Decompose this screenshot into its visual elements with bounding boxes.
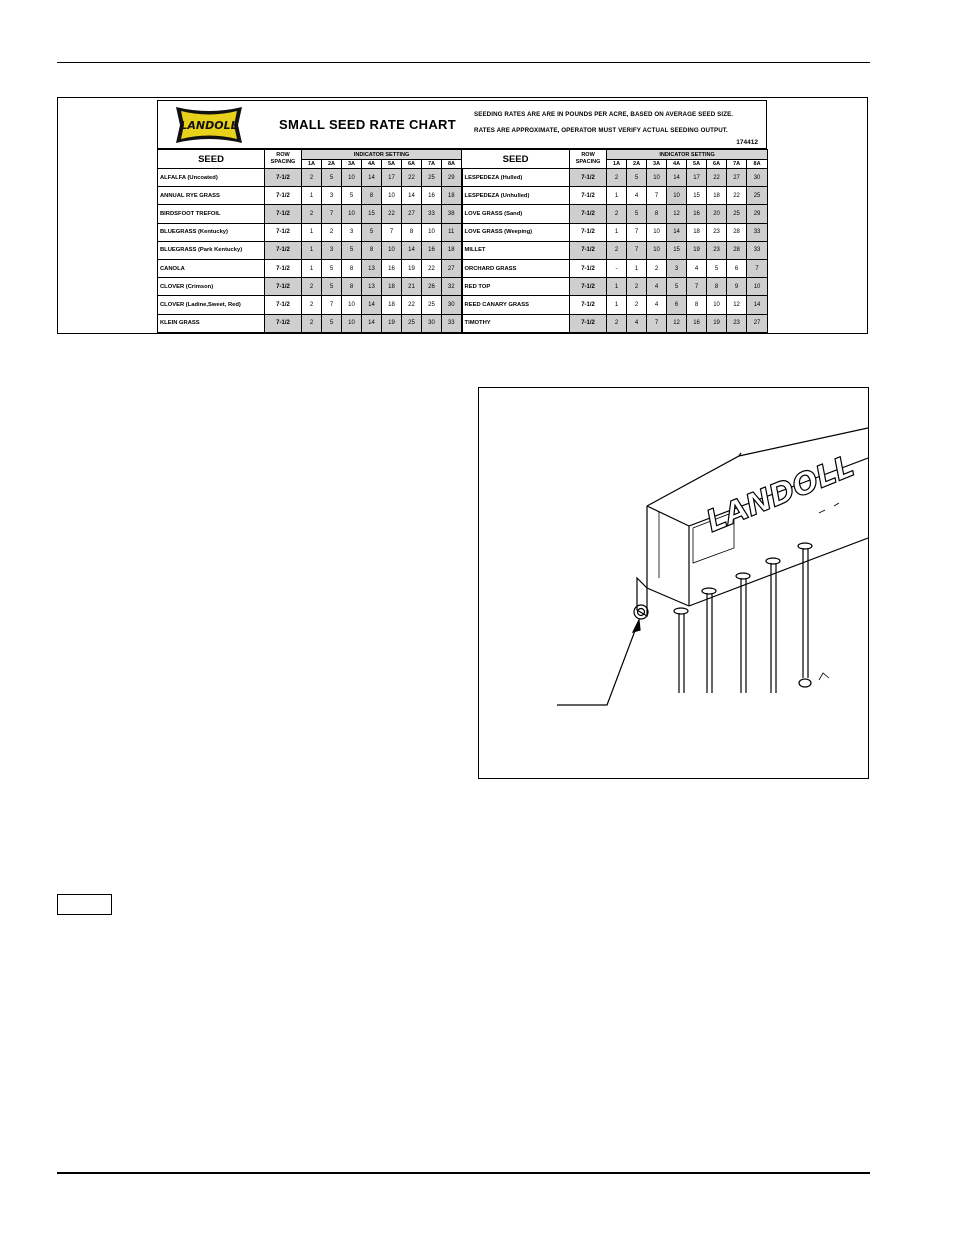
seed-rate-table	[157, 149, 768, 333]
rate-value: 14	[667, 223, 687, 241]
rate-value: 23	[707, 241, 727, 259]
indicator-setting-3a: 3A	[342, 160, 362, 169]
rate-value: 2	[322, 223, 342, 241]
rate-value: 16	[687, 205, 707, 223]
rate-value: 18	[442, 187, 462, 205]
rate-value: 38	[442, 205, 462, 223]
rate-value: 4	[687, 259, 707, 277]
row-spacing-value: 7-1/2	[265, 187, 302, 205]
row-spacing-value: 7-1/2	[570, 314, 607, 332]
rate-value: 5	[342, 187, 362, 205]
rate-value: 1	[302, 241, 322, 259]
rate-value: 18	[707, 187, 727, 205]
rate-value: 23	[707, 223, 727, 241]
rate-value: 2	[647, 259, 667, 277]
landoll-logo-icon	[174, 105, 244, 145]
rate-value: 14	[402, 187, 422, 205]
rate-value: 8	[647, 205, 667, 223]
rate-value: 25	[422, 169, 442, 187]
rate-value: 1	[607, 296, 627, 314]
rate-value: 2	[302, 278, 322, 296]
table-row	[158, 187, 768, 205]
rate-value: 16	[382, 259, 402, 277]
rate-value: 25	[402, 314, 422, 332]
table-row	[158, 314, 768, 332]
rate-value: 4	[647, 296, 667, 314]
rate-value: 27	[402, 205, 422, 223]
rate-value: 29	[442, 169, 462, 187]
row-spacing-value: 7-1/2	[265, 259, 302, 277]
rate-value: 18	[382, 278, 402, 296]
rate-value: 22	[402, 169, 422, 187]
rate-value: 1	[607, 187, 627, 205]
header-rule	[57, 62, 870, 63]
indicator-setting-7a: 7A	[727, 160, 747, 169]
rate-value: 7	[322, 205, 342, 223]
chart-title: SMALL SEED RATE CHART	[279, 117, 456, 132]
rate-value: 7	[322, 296, 342, 314]
row-spacing-value: 7-1/2	[570, 223, 607, 241]
row-spacing-header: ROW SPACING	[265, 150, 302, 169]
indicator-setting-7a: 7A	[422, 160, 442, 169]
indicator-setting-header: INDICATOR SETTING	[607, 150, 768, 160]
indicator-setting-6a: 6A	[707, 160, 727, 169]
rate-value: 7	[747, 259, 768, 277]
rate-value: 19	[707, 314, 727, 332]
row-spacing-value: 7-1/2	[265, 205, 302, 223]
rate-value: 8	[707, 278, 727, 296]
rate-value: 10	[647, 169, 667, 187]
rate-value: 23	[727, 314, 747, 332]
rate-value: 12	[727, 296, 747, 314]
seed-name: CANOLA	[158, 259, 265, 277]
rate-value: 2	[627, 278, 647, 296]
rate-value: 14	[362, 169, 382, 187]
rate-value: 5	[322, 259, 342, 277]
rate-value: 29	[747, 205, 768, 223]
footer-rule	[57, 1172, 870, 1174]
rate-value: 15	[687, 187, 707, 205]
seed-rate-chart	[157, 100, 767, 330]
table-row	[158, 296, 768, 314]
rate-value: 21	[402, 278, 422, 296]
row-spacing-value: 7-1/2	[265, 223, 302, 241]
seed-name: REED CANARY GRASS	[462, 296, 570, 314]
rate-value: 18	[442, 241, 462, 259]
rate-value: 7	[647, 314, 667, 332]
seed-name: KLEIN GRASS	[158, 314, 265, 332]
rate-value: 10	[382, 241, 402, 259]
rate-value: 1	[302, 187, 322, 205]
seed-name: ORCHARD GRASS	[462, 259, 570, 277]
rate-value: 20	[707, 205, 727, 223]
seed-name: CLOVER (Ladine,Sweet, Red)	[158, 296, 265, 314]
seeder-drawing	[479, 388, 868, 778]
rate-value: 7	[627, 223, 647, 241]
rate-value: 2	[302, 296, 322, 314]
rate-value: 18	[687, 223, 707, 241]
indicator-setting-2a: 2A	[322, 160, 342, 169]
rate-value: 33	[747, 241, 768, 259]
rate-value: 10	[382, 187, 402, 205]
rate-value: 2	[607, 205, 627, 223]
row-spacing-value: 7-1/2	[570, 241, 607, 259]
rate-value: 13	[362, 259, 382, 277]
table-row	[158, 205, 768, 223]
seed-name: LESPEDEZA (Unhulled)	[462, 187, 570, 205]
rate-value: -	[607, 259, 627, 277]
rate-value: 14	[362, 314, 382, 332]
chart-header	[157, 100, 767, 149]
rate-value: 10	[647, 223, 667, 241]
rate-value: 25	[727, 205, 747, 223]
rate-value: 17	[382, 169, 402, 187]
rate-value: 5	[322, 169, 342, 187]
table-row	[158, 278, 768, 296]
rate-value: 10	[707, 296, 727, 314]
row-spacing-value: 7-1/2	[265, 278, 302, 296]
row-spacing-value: 7-1/2	[570, 169, 607, 187]
row-spacing-header: ROW SPACING	[570, 150, 607, 169]
rate-value: 19	[402, 259, 422, 277]
rate-value: 17	[687, 169, 707, 187]
rate-value: 8	[362, 241, 382, 259]
rate-value: 11	[442, 223, 462, 241]
seeder-illustration	[478, 387, 869, 779]
rate-value: 28	[727, 223, 747, 241]
rate-value: 5	[707, 259, 727, 277]
rate-value: 33	[422, 205, 442, 223]
seed-name: ALFALFA (Uncoated)	[158, 169, 265, 187]
rate-value: 7	[382, 223, 402, 241]
rate-value: 5	[627, 169, 647, 187]
rate-value: 5	[322, 278, 342, 296]
indicator-setting-2a: 2A	[627, 160, 647, 169]
rate-value: 1	[302, 223, 322, 241]
rate-value: 1	[627, 259, 647, 277]
indicator-setting-8a: 8A	[442, 160, 462, 169]
rate-value: 30	[422, 314, 442, 332]
row-spacing-value: 7-1/2	[265, 296, 302, 314]
rate-value: 7	[627, 241, 647, 259]
rate-value: 27	[747, 314, 768, 332]
rate-value: 15	[362, 205, 382, 223]
rate-value: 22	[402, 296, 422, 314]
rate-value: 10	[342, 169, 362, 187]
seed-column-header: SEED	[462, 150, 570, 169]
rate-value: 3	[322, 241, 342, 259]
rate-value: 19	[687, 241, 707, 259]
rate-value: 10	[422, 223, 442, 241]
indicator-setting-5a: 5A	[382, 160, 402, 169]
rate-value: 3	[667, 259, 687, 277]
rate-value: 28	[727, 241, 747, 259]
rate-value: 16	[422, 187, 442, 205]
rate-value: 4	[627, 314, 647, 332]
seed-name: LOVE GRASS (Sand)	[462, 205, 570, 223]
rate-value: 8	[687, 296, 707, 314]
rate-value: 14	[402, 241, 422, 259]
rate-value: 14	[667, 169, 687, 187]
rate-value: 26	[422, 278, 442, 296]
brand-lettering: LANDOLL	[701, 448, 860, 540]
rate-value: 8	[342, 259, 362, 277]
rate-value: 22	[422, 259, 442, 277]
row-spacing-value: 7-1/2	[570, 259, 607, 277]
rate-value: 14	[362, 296, 382, 314]
rate-value: 10	[747, 278, 768, 296]
seed-name: BIRDSFOOT TREFOIL	[158, 205, 265, 223]
seed-column-header: SEED	[158, 150, 265, 169]
seed-name: CLOVER (Crimson)	[158, 278, 265, 296]
rate-value: 13	[362, 278, 382, 296]
seed-name: ANNUAL RYE GRASS	[158, 187, 265, 205]
note-label-box	[57, 894, 112, 915]
indicator-setting-4a: 4A	[362, 160, 382, 169]
rate-value: 2	[302, 314, 322, 332]
rate-value: 10	[647, 241, 667, 259]
rate-value: 1	[607, 278, 627, 296]
rate-value: 2	[607, 169, 627, 187]
rate-value: 3	[322, 187, 342, 205]
rate-value: 1	[607, 223, 627, 241]
rate-value: 1	[302, 259, 322, 277]
rate-value: 5	[362, 223, 382, 241]
rate-value: 12	[667, 205, 687, 223]
indicator-setting-6a: 6A	[402, 160, 422, 169]
chart-note-rates: SEEDING RATES ARE ARE IN POUNDS PER ACRE, BASED ON AVERAGE SEED SIZE.	[474, 111, 734, 118]
row-spacing-value: 7-1/2	[265, 314, 302, 332]
indicator-setting-3a: 3A	[647, 160, 667, 169]
rate-value: 18	[382, 296, 402, 314]
rate-value: 10	[342, 314, 362, 332]
rate-value: 5	[627, 205, 647, 223]
indicator-setting-5a: 5A	[687, 160, 707, 169]
rate-value: 2	[627, 296, 647, 314]
rate-value: 6	[727, 259, 747, 277]
seed-name: LOVE GRASS (Weeping)	[462, 223, 570, 241]
row-spacing-value: 7-1/2	[265, 169, 302, 187]
rate-value: 7	[647, 187, 667, 205]
table-row	[158, 223, 768, 241]
rate-value: 32	[442, 278, 462, 296]
rate-value: 8	[362, 187, 382, 205]
rate-value: 33	[747, 223, 768, 241]
seed-table-body	[158, 169, 768, 333]
rate-value: 5	[342, 241, 362, 259]
seed-name: BLUEGRASS (Kentucky)	[158, 223, 265, 241]
rate-value: 22	[707, 169, 727, 187]
rate-value: 22	[727, 187, 747, 205]
rate-value: 16	[687, 314, 707, 332]
rate-value: 8	[342, 278, 362, 296]
rate-value: 30	[442, 296, 462, 314]
indicator-setting-header: INDICATOR SETTING	[302, 150, 462, 160]
rate-value: 27	[442, 259, 462, 277]
rate-value: 4	[627, 187, 647, 205]
chart-note-approximate: RATES ARE APPROXIMATE, OPERATOR MUST VERIFY ACTUAL SEEDING OUTPUT.	[474, 127, 728, 134]
rate-value: 10	[342, 296, 362, 314]
rate-value: 5	[667, 278, 687, 296]
row-spacing-value: 7-1/2	[570, 205, 607, 223]
rate-value: 7	[687, 278, 707, 296]
rate-value: 12	[667, 314, 687, 332]
rate-value: 10	[342, 205, 362, 223]
indicator-setting-8a: 8A	[747, 160, 768, 169]
indicator-setting-4a: 4A	[667, 160, 687, 169]
rate-value: 9	[727, 278, 747, 296]
rate-value: 15	[667, 241, 687, 259]
logo-text: LANDOLL	[180, 119, 238, 132]
indicator-setting-1a: 1A	[302, 160, 322, 169]
seed-name: MILLET	[462, 241, 570, 259]
rate-value: 30	[747, 169, 768, 187]
rate-value: 4	[647, 278, 667, 296]
rate-value: 25	[747, 187, 768, 205]
rate-value: 22	[382, 205, 402, 223]
rate-value: 25	[422, 296, 442, 314]
row-spacing-value: 7-1/2	[570, 296, 607, 314]
seed-name: TIMOTHY	[462, 314, 570, 332]
rate-value: 33	[442, 314, 462, 332]
rate-value: 2	[302, 169, 322, 187]
rate-value: 6	[667, 296, 687, 314]
rate-value: 27	[727, 169, 747, 187]
row-spacing-value: 7-1/2	[265, 241, 302, 259]
rate-value: 2	[302, 205, 322, 223]
indicator-setting-1a: 1A	[607, 160, 627, 169]
rate-value: 19	[382, 314, 402, 332]
rate-value: 2	[607, 241, 627, 259]
rate-value: 2	[607, 314, 627, 332]
part-number: 174412	[736, 139, 758, 146]
table-row	[158, 241, 768, 259]
rate-value: 14	[747, 296, 768, 314]
rate-value: 16	[422, 241, 442, 259]
rate-value: 5	[322, 314, 342, 332]
seed-name: RED TOP	[462, 278, 570, 296]
row-spacing-value: 7-1/2	[570, 278, 607, 296]
seed-name: LESPEDEZA (Hulled)	[462, 169, 570, 187]
table-row	[158, 259, 768, 277]
rate-value: 8	[402, 223, 422, 241]
rate-value: 10	[667, 187, 687, 205]
seed-name: BLUEGRASS (Park Kentucky)	[158, 241, 265, 259]
row-spacing-value: 7-1/2	[570, 187, 607, 205]
rate-value: 3	[342, 223, 362, 241]
table-row	[158, 169, 768, 187]
